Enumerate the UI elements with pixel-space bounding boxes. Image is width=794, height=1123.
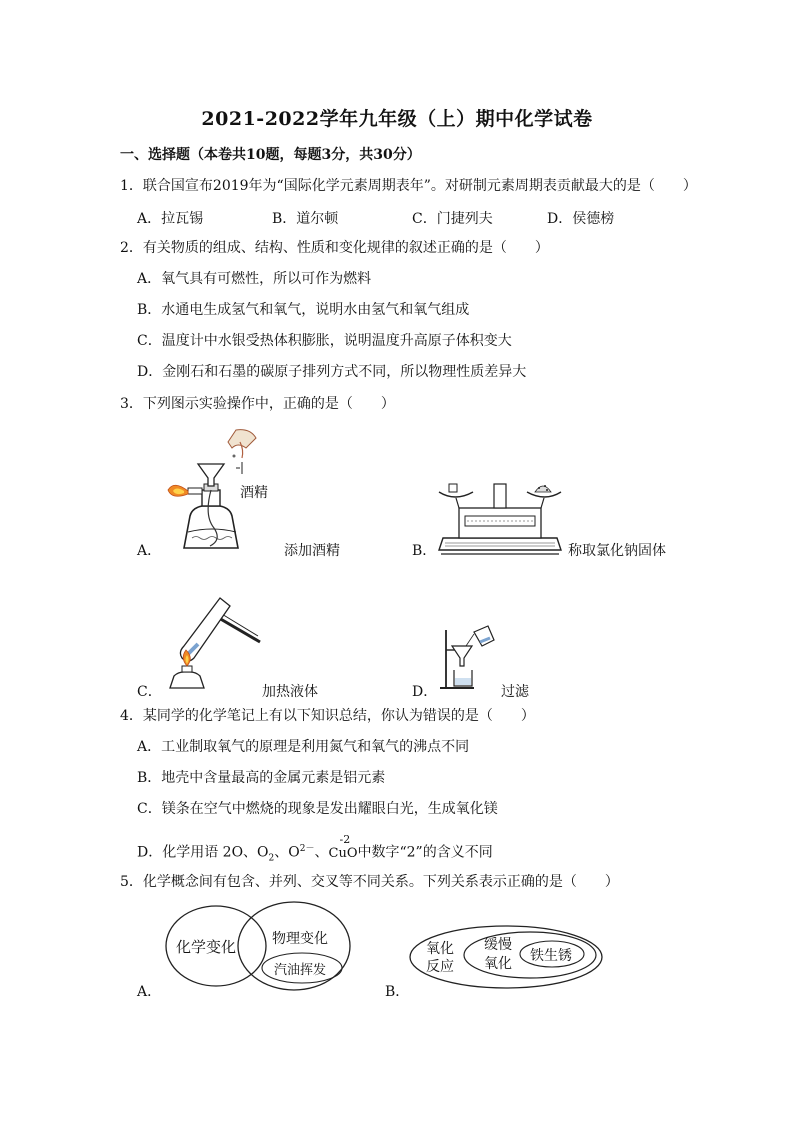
q5-b-mid-label-2: 氧化 [484,956,512,972]
q4-option-a[interactable]: A．工业制取氧气的原理是利用氮气和氧气的沸点不同 [137,739,470,755]
section-heading: 一、选择题（本卷共10题，每题3分，共30分） [120,147,421,163]
q2-option-c[interactable]: C．温度计中水银受热体积膨胀，说明温度升高原子体积变大 [137,333,512,349]
question-5-stem: 5．化学概念间有包含、并列、交叉等不同关系。下列关系表示正确的是（ ） [120,874,619,890]
q5-a-right-label: 物理变化 [272,931,328,947]
q3-a-caption: 添加酒精 [284,543,340,559]
q3-option-a[interactable]: A． [137,543,162,559]
q4-option-d[interactable] [137,832,493,867]
q1-option-a[interactable]: A．拉瓦锡 [137,211,204,227]
q4-d-cuo: CuO [328,845,358,861]
q4-option-c[interactable]: C．镁条在空气中燃烧的现象是发出耀眼白光，生成氧化镁 [137,801,498,817]
q1-option-b[interactable]: B．道尔顿 [272,211,339,227]
q5-option-a[interactable]: A． [137,984,162,1000]
q3-d-caption: 过滤 [501,684,529,700]
q2-option-b[interactable]: B．水通电生成氢气和氧气，说明水由氢气和氧气组成 [137,302,470,318]
q3-a-inner-label: 酒精 [240,485,268,501]
q2-option-a[interactable]: A．氧气具有可燃性，所以可作为燃料 [137,271,372,287]
exam-title: 2021-2022学年九年级（上）期中化学试卷 [201,108,593,130]
q2-option-d[interactable]: D．金刚石和石墨的碳原子排列方式不同，所以物理性质差异大 [137,364,527,380]
question-1-stem: 1．联合国宣布2019年为“国际化学元素周期表年”。对研制元素周期表贡献最大的是（ ） [120,178,697,194]
q4-d-prefix: D．化学用语 2O、O [137,844,269,861]
q1-option-d[interactable]: D．侯德榜 [547,211,615,227]
balance-scale-figure [435,470,565,560]
q1-option-c[interactable]: C．门捷列夫 [412,211,493,227]
question-4-stem: 4．某同学的化学笔记上有以下知识总结，你认为错误的是（ ） [120,708,535,724]
q3-b-caption: 称取氯化钠固体 [568,543,666,559]
question-2-stem: 2．有关物质的组成、结构、性质和变化规律的叙述正确的是（ ） [120,240,549,256]
q4-d-sup: 2－ [299,844,315,854]
q4-d-suffix: 中数字“2”的含义不同 [357,844,493,861]
q3-c-caption: 加热液体 [262,684,318,700]
q3-option-b[interactable]: B． [412,543,437,559]
filtration-figure [440,624,502,694]
q5-b-outer-label-1: 氧化 [426,941,454,957]
q5-b-outer-label-2: 反应 [426,959,454,975]
heating-liquid-figure [160,592,270,692]
q4-d-cuo-valence: -2 [339,832,351,846]
question-3-stem: 3．下列图示实验操作中，正确的是（ ） [120,396,395,412]
q4-d-cuo-group [328,832,358,863]
q5-option-b[interactable]: B． [385,984,410,1000]
q4-d-o2: 、O [274,844,300,861]
q5-b-inner-label: 铁生锈 [530,948,572,964]
q3-option-c[interactable]: C． [137,684,162,700]
q4-d-sub: 2 [268,853,275,864]
q5-b-mid-label-1: 缓慢 [484,937,512,953]
q3-option-d[interactable]: D． [412,684,438,700]
q5-a-inner-label: 汽油挥发 [274,963,327,978]
q5-a-left-label: 化学变化 [176,938,237,956]
q4-option-b[interactable]: B．地壳中含量最高的金属元素是铝元素 [137,770,386,786]
q4-d-sep: 、 [314,844,329,861]
